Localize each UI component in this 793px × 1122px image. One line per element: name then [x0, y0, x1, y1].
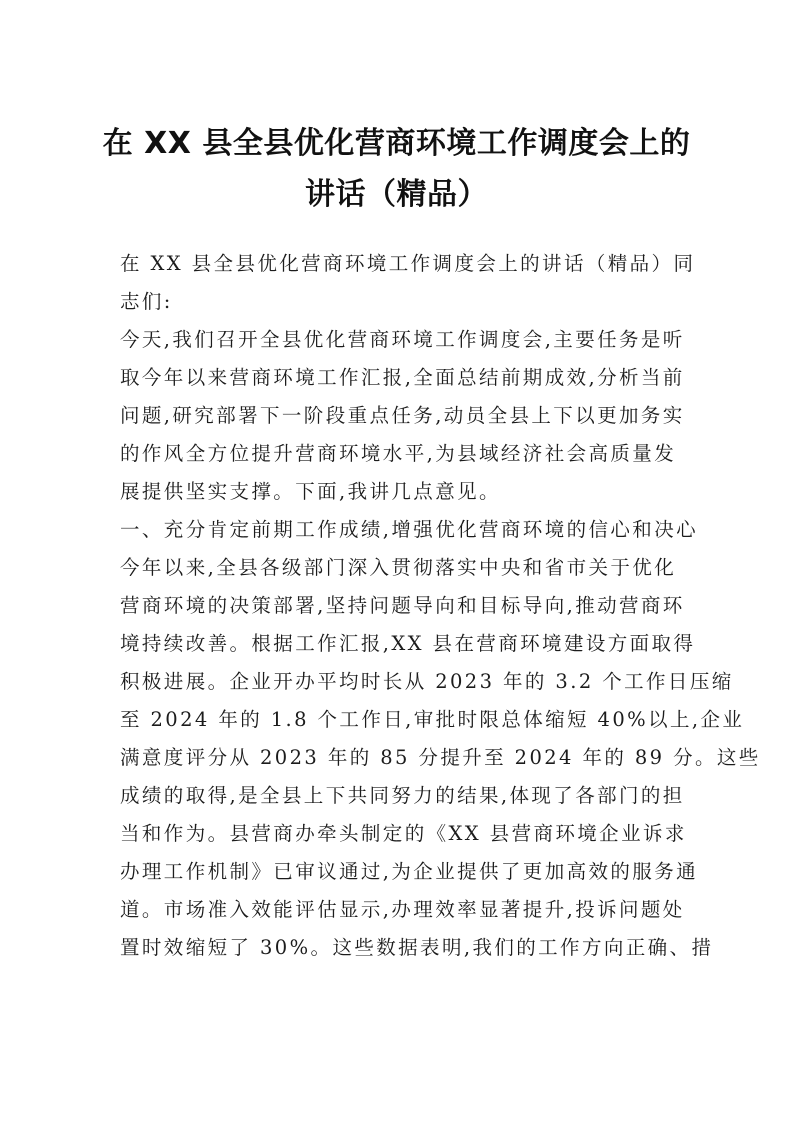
body-line-15: 成绩的取得,是全县上下共同努力的结果,体现了各部门的担	[120, 784, 685, 807]
body-line-18: 道。市场准入效能评估显示,办理效率显著提升,投诉问题处	[120, 898, 685, 921]
body-line-6: 的作风全方位提升营商环境水平,为县域经济社会高质量发	[120, 442, 677, 465]
body-line-2: 志们:	[120, 290, 173, 313]
document-title-line-2: 讲话（精品）	[305, 177, 488, 212]
body-line-12: 积极进展。企业开办平均时长从 2023 年的 3.2 个工作日压缩	[120, 670, 734, 693]
document-title-line-1: 在 XX 县全县优化营商环境工作调度会上的	[102, 126, 691, 161]
body-line-14: 满意度评分从 2023 年的 85 分提升至 2024 年的 89 分。这些	[120, 746, 761, 769]
body-line-1: 在 XX 县全县优化营商环境工作调度会上的讲话（精品）同	[120, 252, 696, 275]
body-line-13: 至 2024 年的 1.8 个工作日,审批时限总体缩短 40%以上,企业	[120, 708, 745, 731]
body-line-17: 办理工作机制》已审议通过,为企业提供了更加高效的服务通	[120, 860, 698, 883]
body-line-10: 营商环境的决策部署,坚持问题导向和目标导向,推动营商环	[120, 594, 685, 617]
body-line-7: 展提供坚实支撑。下面,我讲几点意见。	[120, 480, 501, 503]
body-line-3: 今天,我们召开全县优化营商环境工作调度会,主要任务是听	[120, 328, 685, 351]
body-line-9: 今年以来,全县各级部门深入贯彻落实中央和省市关于优化	[120, 556, 677, 579]
section-heading-1: 一、充分肯定前期工作成绩,增强优化营商环境的信心和决心	[120, 518, 698, 541]
body-line-4: 取今年以来营商环境工作汇报,全面总结前期成效,分析当前	[120, 366, 685, 389]
body-line-16: 当和作为。县营商办牵头制定的《XX 县营商环境企业诉求	[120, 822, 687, 845]
body-line-19: 置时效缩短了 30%。这些数据表明,我们的工作方向正确、措	[120, 936, 714, 959]
body-line-5: 问题,研究部署下一阶段重点任务,动员全县上下以更加务实	[120, 404, 685, 427]
body-line-11: 境持续改善。根据工作汇报,XX 县在营商环境建设方面取得	[120, 632, 696, 655]
